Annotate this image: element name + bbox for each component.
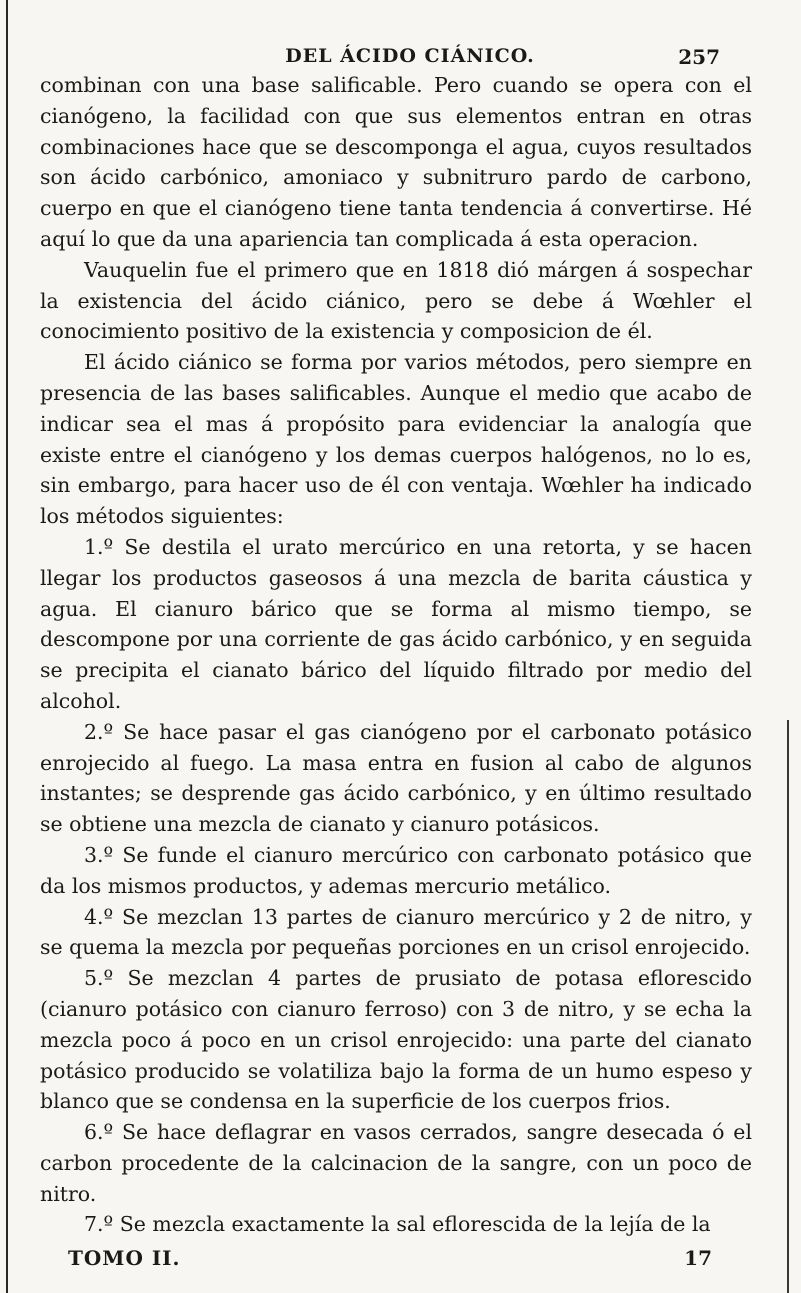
page-header	[100, 45, 720, 73]
page-footer	[40, 1246, 752, 1276]
paragraph: El ácido ciánico se forma por varios métodos, pero siempre en presencia de las bases salificables. Aunque el medio que acabo de indicar sea el mas á propósito para evidenciar la analogía que existe entre el cianógeno y los demas cuerpos halógenos, no lo es, sin embargo, para hacer uso de él con ventaja. Wœhler ha indicado los métodos siguientes:	[40, 350, 752, 529]
page-right-edge	[787, 720, 789, 1293]
page-number: 257	[678, 45, 720, 69]
page-left-edge	[6, 0, 8, 1293]
method-item-5: 5.º Se mezclan 4 partes de prusiato de potasa eflorescido (cianuro potásico con cianuro ferroso) con 3 de nitro, y se echa la mezcla poco á poco en un crisol enrojecido: una parte del cianato potásico producido se volatiliza bajo la forma de un humo espeso y blanco que se condensa en la superficie de los cuerpos frios.	[40, 966, 752, 1114]
method-item-3: 3.º Se funde el cianuro mercúrico con carbonato potásico que da los mismos productos, y ademas mercurio metálico.	[40, 842, 752, 898]
body-text	[40, 70, 752, 1240]
method-item-7: 7.º Se mezcla exactamente la sal eflorescida de la lejía de la	[84, 1212, 711, 1237]
signature-mark: 17	[684, 1246, 712, 1270]
paragraph: Vauquelin fue el primero que en 1818 dió márgen á sospechar la existencia del ácido ciánico, pero se debe á Wœhler el conocimiento positivo de la existencia y composicion de él.	[40, 257, 752, 344]
paragraph-continuation: combinan con una base salificable. Pero cuando se opera con el cianógeno, la facilidad con que sus elementos entran en otras combinaciones hace que se descomponga el agua, cuyos resultados son ácido carbónico, amoniaco y subnitruro pardo de carbono, cuerpo en que el cianógeno tiene tanta tendencia á convertirse. Hé aquí lo que da una apariencia tan complicada á esta operacion.	[40, 73, 752, 251]
method-item-4: 4.º Se mezclan 13 partes de cianuro mercúrico y 2 de nitro, y se quema la mezcla por pequeñas porciones en un crisol enrojecido.	[40, 904, 752, 960]
running-title: DEL ÁCIDO CIÁNICO.	[285, 45, 535, 67]
method-item-6: 6.º Se hace deflagrar en vasos cerrados, sangre desecada ó el carbon procedente de la calcinacion de la sangre, con un poco de nitro.	[40, 1120, 752, 1206]
method-item-1: 1.º Se destila el urato mercúrico en una retorta, y se hacen llegar los productos gaseosos á una mezcla de barita cáustica y agua. El cianuro bárico que se forma al mismo tiempo, se descompone por una corriente de gas ácido carbónico, y en seguida se precipita el cianato bárico del líquido filtrado por medio del alcohol.	[40, 534, 752, 713]
method-item-2: 2.º Se hace pasar el gas cianógeno por el carbonato potásico enrojecido al fuego. La masa entra en fusion al cabo de algunos instantes; se desprende gas ácido carbónico, y en último resultado se obtiene una mezcla de cianato y cianuro potásicos.	[40, 719, 752, 837]
volume-label: TOMO II.	[68, 1246, 181, 1270]
